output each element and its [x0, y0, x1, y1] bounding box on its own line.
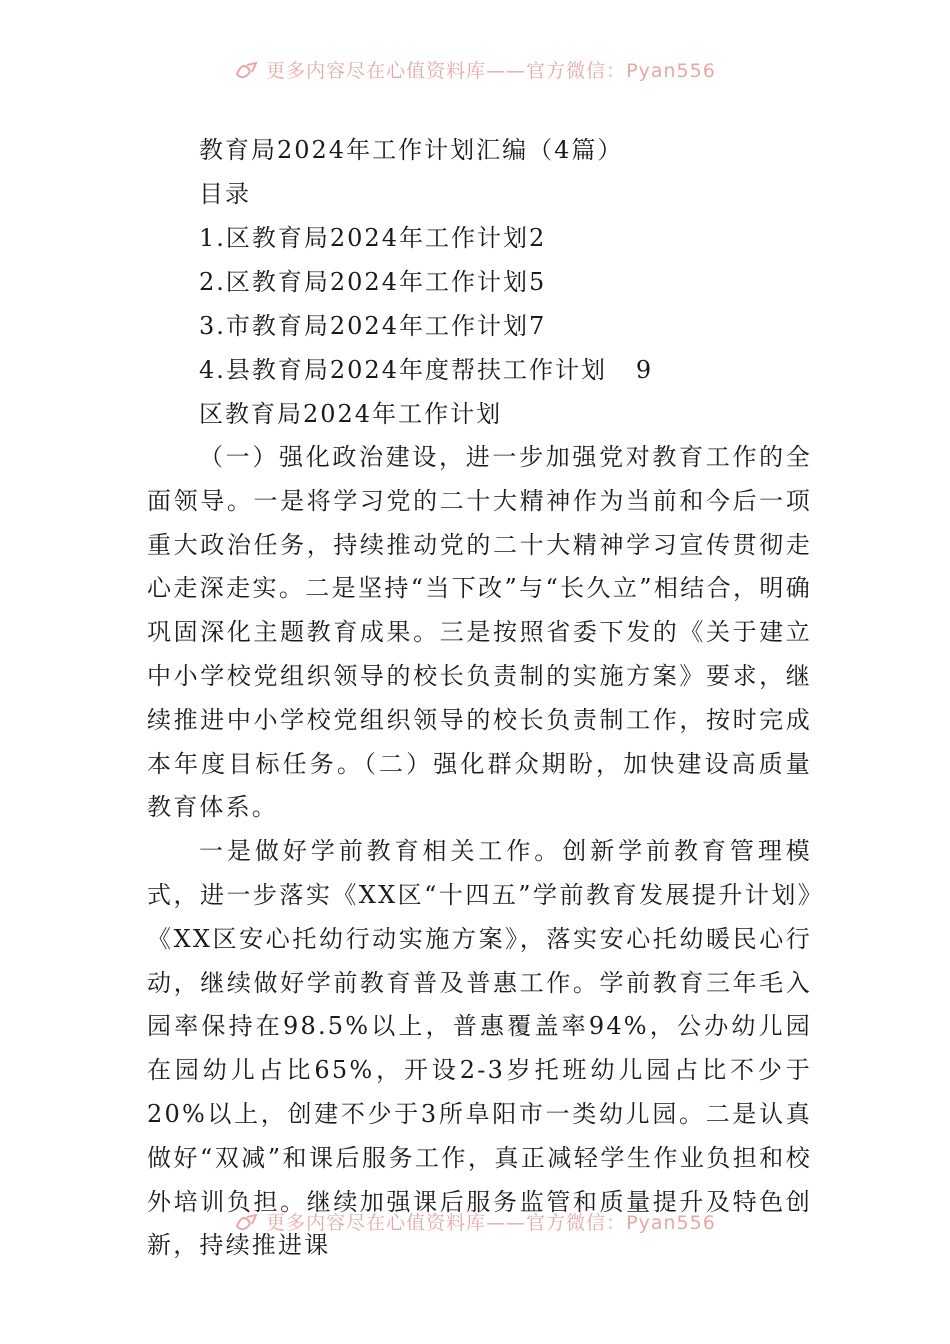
watermark-text: 更多内容尽在心值资料库——官方微信：Pyan556 [266, 60, 716, 82]
toc-item: 3.市教育局2024年工作计划7 [199, 312, 547, 340]
section-title: 区教育局2024年工作计划 [199, 400, 503, 428]
document-body [147, 128, 812, 1268]
footer-watermark [0, 1208, 950, 1238]
watermark-text: 更多内容尽在心值资料库——官方微信：Pyan556 [266, 1212, 716, 1234]
body-paragraph: 一是做好学前教育相关工作。创新学前教育管理模式，进一步落实《XX区“十四五”学前教育发展提升计划》《XX区安心托幼行动实施方案》，落实安心托幼暖民心行动，继续做好学前教育普及普惠工作。学前教育三年毛入园率保持在98.5%以上，普惠覆盖率94%，公办幼儿园在园幼儿占比65%，开设2-3岁托班幼儿园占比不少于20%以上，创建不少于3所阜阳市一类幼儿园。二是认真做好“双减”和课后服务工作，真正减轻学生作业负担和校外培训负担。继续加强课后服务监管和质量提升及特色创新，持续推进课 [147, 837, 812, 1260]
toc-item: 1.区教育局2024年工作计划2 [199, 224, 547, 252]
watermark-logo-icon [234, 1212, 260, 1232]
document-title: 教育局2024年工作计划汇编（4篇） [199, 136, 624, 164]
body-paragraph: （一）强化政治建设，进一步加强党对教育工作的全面领导。一是将学习党的二十大精神作为当前和今后一项重大政治任务，持续推动党的二十大精神学习宣传贯彻走心走深走实。二是坚持“当下改”与“长久立”相结合，明确巩固深化主题教育成果。三是按照省委下发的《关于建立中小学校党组织领导的校长负责制的实施方案》要求，继续推进中小学校党组织领导的校长负责制工作，按时完成本年度目标任务。（二）强化群众期盼，加快建设高质量教育体系。 [147, 443, 812, 822]
toc-heading: 目录 [199, 180, 251, 208]
toc-item: 2.区教育局2024年工作计划5 [199, 268, 547, 296]
header-watermark [0, 56, 950, 86]
toc-item: 4.县教育局2024年度帮扶工作计划 9 [199, 356, 654, 384]
watermark-logo-icon [234, 60, 260, 80]
